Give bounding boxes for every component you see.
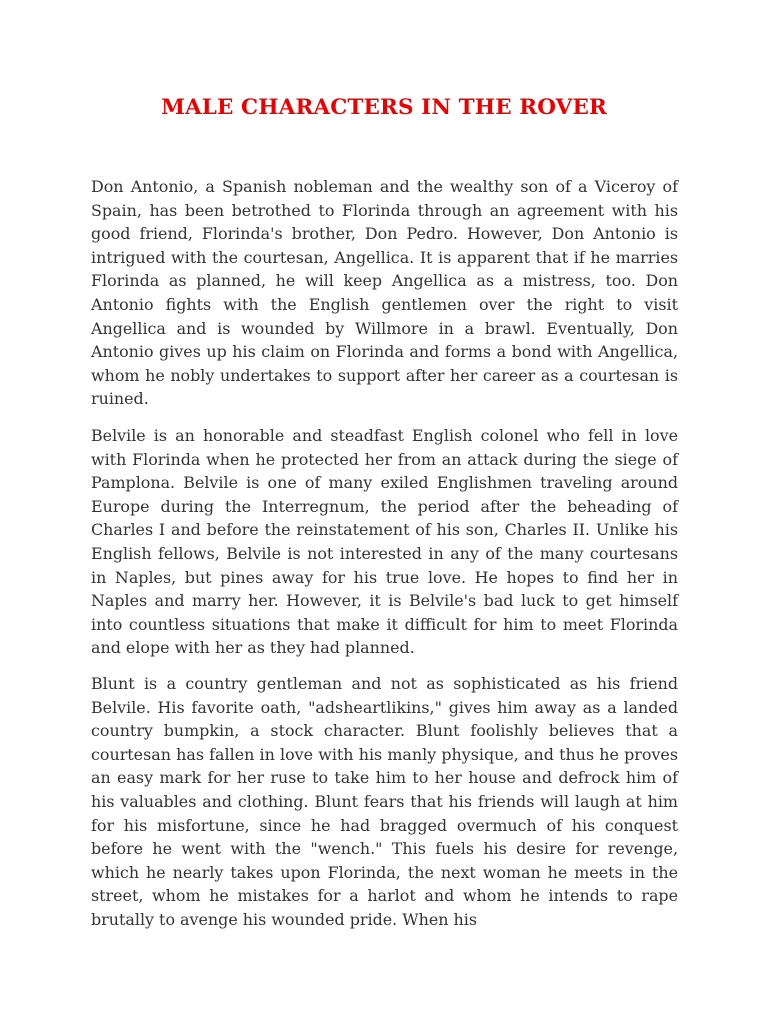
paragraph-don-antonio: Don Antonio, a Spanish nobleman and the wealthy son of a Viceroy of Spain, has been betrothed to Florinda through an agreement with his good friend, Florinda's brother, Don Pedro. However, Don Antonio is intrigued with the courtesan, Angellica. It is apparent that if he marries Florinda as planned, he will keep Angellica as a mistress, too. Don Antonio fights with the English gentlemen over the right to visit Angellica and is wounded by Willmore in a brawl. Eventually, Don Antonio gives up his claim on Florinda and forms a bond with Angellica, whom he nobly undertakes to support after her career as a courtesan is ruined. [91, 177, 678, 409]
paragraph-blunt: Blunt is a country gentleman and not as sophisticated as his friend Belvile. His favorite oath, "adsheartlikins," gives him away as a landed country bumpkin, a stock character. Blunt foolishly believes that a courtesan has fallen in love with his manly physique, and thus he proves an easy mark for her ruse to take him to her house and defrock him of his valuables and clothing. Blunt fears that his friends will laugh at him for his misfortune, since he had bragged overmuch of his conquest before he went with the "wench." This fuels his desire for revenge, which he nearly takes upon Florinda, the next woman he meets in the street, whom he mistakes for a harlot and whom he intends to rape brutally to avenge his wounded pride. When his [91, 674, 678, 929]
document-title: MALE CHARACTERS IN THE ROVER [161, 95, 607, 120]
paragraph-belvile: Belvile is an honorable and steadfast English colonel who fell in love with Florinda when he protected her from an attack during the siege of Pamplona. Belvile is one of many exiled Englishmen traveling around Europe during the Interregnum, the period after the beheading of Charles I and before the reinstatement of his son, Charles II. Unlike his English fellows, Belvile is not interested in any of the many courtesans in Naples, but pines away for his true love. He hopes to find her in Naples and marry her. However, it is Belvile's bad luck to get himself into countless situations that make it difficult for him to meet Florinda and elope with her as they had planned. [91, 426, 678, 658]
